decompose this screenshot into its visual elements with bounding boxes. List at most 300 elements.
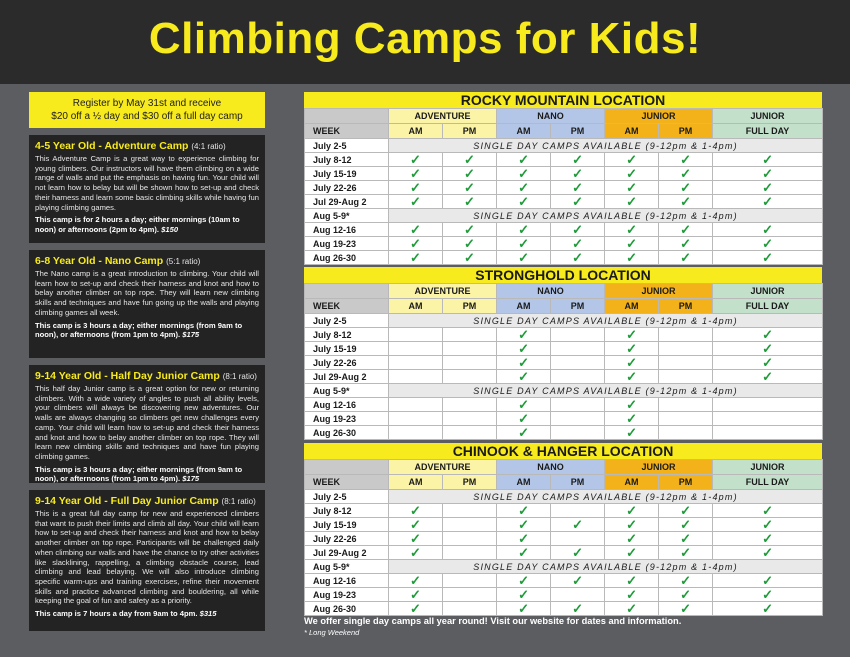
table-row — [305, 490, 823, 504]
schedule-cell — [551, 328, 605, 342]
check-icon: ✓ — [626, 530, 637, 546]
check-icon: ✓ — [410, 586, 421, 602]
check-icon: ✓ — [762, 572, 773, 588]
single-day-note: SINGLE DAY CAMPS AVAILABLE (9-12pm & 1-4pm) — [389, 384, 823, 398]
schedule-cell — [551, 504, 605, 518]
check-icon: ✓ — [572, 249, 583, 265]
check-icon: ✓ — [626, 600, 637, 616]
schedule-cell — [551, 237, 605, 251]
schedule-cell — [605, 504, 659, 518]
schedule-cell — [389, 356, 443, 370]
check-icon: ✓ — [518, 530, 529, 546]
camp-description: This Adventure Camp is a great way to experience climbing for young climbers. Our instructors will have them climbing on a wide range of walls and put the emphasis on having fun. Your child will not learn how to belay but will be shown how to set-up and check their harness and learn some basic climbing skills while having fun playing climbing games. — [35, 154, 259, 212]
check-icon: ✓ — [762, 221, 773, 237]
schedule-cell — [605, 426, 659, 440]
schedule-cell — [551, 223, 605, 237]
camp-note: This camp is for 2 hours a day; either mornings (10am to noon) or afternoons (2pm to 4pm). $150 — [35, 215, 240, 234]
camp-heading: 4-5 Year Old - Adventure Camp (4:1 ratio) — [35, 140, 226, 152]
schedule-cell — [443, 181, 497, 195]
week-label: Aug 12-16 — [305, 223, 389, 237]
check-icon: ✓ — [518, 586, 529, 602]
long-weekend-note: * Long Weekend — [304, 628, 360, 637]
schedule-cell — [659, 426, 713, 440]
check-icon: ✓ — [518, 424, 529, 440]
check-icon: ✓ — [762, 326, 773, 342]
schedule-cell — [659, 370, 713, 384]
header-am: AM — [389, 124, 443, 139]
check-icon: ✓ — [572, 516, 583, 532]
check-icon: ✓ — [762, 165, 773, 181]
check-icon: ✓ — [762, 544, 773, 560]
single-day-note: SINGLE DAY CAMPS AVAILABLE (9-12pm & 1-4pm) — [389, 560, 823, 574]
schedule-cell — [443, 251, 497, 265]
schedule-cell — [713, 588, 823, 602]
schedule-cell — [551, 398, 605, 412]
week-label: Aug 12-16 — [305, 398, 389, 412]
camp-heading: 9-14 Year Old - Half Day Junior Camp (8:1 ratio) — [35, 370, 257, 382]
schedule-cell — [443, 588, 497, 602]
header-junior: JUNIOR — [605, 109, 713, 124]
camp-heading: 6-8 Year Old - Nano Camp (5:1 ratio) — [35, 255, 201, 267]
check-icon: ✓ — [572, 221, 583, 237]
check-icon: ✓ — [626, 340, 637, 356]
check-icon: ✓ — [410, 193, 421, 209]
schedule-cell — [389, 546, 443, 560]
schedule-cell — [389, 398, 443, 412]
location-table — [304, 267, 822, 440]
schedule-cell — [659, 398, 713, 412]
check-icon: ✓ — [626, 502, 637, 518]
check-icon: ✓ — [680, 249, 691, 265]
check-icon: ✓ — [572, 179, 583, 195]
check-icon: ✓ — [680, 165, 691, 181]
check-icon: ✓ — [626, 249, 637, 265]
schedule-cell — [605, 412, 659, 426]
header-junior: JUNIOR — [605, 460, 713, 475]
schedule-cell — [551, 370, 605, 384]
camp-price: $175 — [182, 474, 200, 484]
header-adventure: ADVENTURE — [389, 109, 497, 124]
check-icon: ✓ — [410, 530, 421, 546]
check-icon: ✓ — [410, 249, 421, 265]
check-icon: ✓ — [518, 326, 529, 342]
header-nano: NANO — [497, 284, 605, 299]
check-icon: ✓ — [762, 193, 773, 209]
week-label: Aug 19-23 — [305, 588, 389, 602]
check-icon: ✓ — [518, 193, 529, 209]
check-icon: ✓ — [762, 249, 773, 265]
schedule-cell — [605, 328, 659, 342]
schedule-cell — [605, 237, 659, 251]
schedule-cell — [497, 518, 551, 532]
schedule-cell — [605, 251, 659, 265]
schedule-cell — [443, 518, 497, 532]
check-icon: ✓ — [762, 354, 773, 370]
header-row-programs — [305, 284, 823, 299]
check-icon: ✓ — [410, 502, 421, 518]
camp-ratio: (8:1 ratio) — [222, 372, 257, 381]
schedule-cell — [605, 153, 659, 167]
check-icon: ✓ — [762, 340, 773, 356]
schedule-cell — [497, 426, 551, 440]
header-adventure: ADVENTURE — [389, 284, 497, 299]
check-icon: ✓ — [464, 165, 475, 181]
check-icon: ✓ — [626, 235, 637, 251]
footer-note: We offer single day camps all year round! Visit our website for dates and information. — [304, 616, 682, 626]
table-row — [305, 518, 823, 532]
camp-ratio: (5:1 ratio) — [166, 257, 201, 266]
week-label: July 15-19 — [305, 342, 389, 356]
schedule-cell — [551, 546, 605, 560]
schedule-cell — [605, 195, 659, 209]
header-pm: PM — [659, 299, 713, 314]
check-icon: ✓ — [626, 354, 637, 370]
check-icon: ✓ — [680, 151, 691, 167]
camp-heading: 9-14 Year Old - Full Day Junior Camp (8:1 ratio) — [35, 495, 256, 507]
schedule-cell — [443, 237, 497, 251]
check-icon: ✓ — [626, 193, 637, 209]
camp-card-nano — [29, 250, 265, 358]
schedule-cell — [713, 195, 823, 209]
table-row — [305, 181, 823, 195]
camp-note: This camp is 7 hours a day from 9am to 4pm. $315 — [35, 609, 217, 619]
camp-ratio: (4:1 ratio) — [191, 142, 226, 151]
week-label: July 22-26 — [305, 356, 389, 370]
schedule-cell — [551, 153, 605, 167]
header-nano: NANO — [497, 109, 605, 124]
check-icon: ✓ — [572, 165, 583, 181]
schedule-cell — [659, 195, 713, 209]
week-label: Aug 26-30 — [305, 602, 389, 616]
schedule-cell — [605, 546, 659, 560]
schedule-cell — [497, 328, 551, 342]
check-icon: ✓ — [626, 151, 637, 167]
check-icon: ✓ — [464, 235, 475, 251]
check-icon: ✓ — [626, 368, 637, 384]
schedule-cell — [659, 181, 713, 195]
schedule-cell — [713, 356, 823, 370]
schedule-cell — [389, 328, 443, 342]
check-icon: ✓ — [680, 572, 691, 588]
schedule-cell — [443, 504, 497, 518]
camp-note: This camp is 3 hours a day; either mornings (from 9am to noon), or afternoons (from 1pm to 4pm). $175 — [35, 464, 243, 484]
header-am: AM — [605, 299, 659, 314]
schedule-cell — [713, 398, 823, 412]
check-icon: ✓ — [680, 600, 691, 616]
schedule-cell — [551, 251, 605, 265]
header-full-day: FULL DAY — [713, 299, 823, 314]
check-icon: ✓ — [518, 572, 529, 588]
single-day-note: SINGLE DAY CAMPS AVAILABLE (9-12pm & 1-4pm) — [389, 209, 823, 223]
check-icon: ✓ — [464, 193, 475, 209]
table-row — [305, 356, 823, 370]
schedule-cell — [443, 195, 497, 209]
schedule-cell — [713, 426, 823, 440]
header-pm: PM — [551, 299, 605, 314]
week-label: Jul 29-Aug 2 — [305, 195, 389, 209]
schedule-cell — [605, 602, 659, 616]
table-row — [305, 588, 823, 602]
check-icon: ✓ — [464, 249, 475, 265]
header-week: WEEK — [305, 475, 389, 490]
check-icon: ✓ — [626, 221, 637, 237]
week-label: July 2-5 — [305, 139, 389, 153]
schedule-cell — [659, 167, 713, 181]
schedule-cell — [497, 370, 551, 384]
schedule-cell — [605, 588, 659, 602]
schedule-cell — [497, 398, 551, 412]
schedule-cell — [551, 532, 605, 546]
table-row — [305, 195, 823, 209]
schedule-cell — [389, 251, 443, 265]
check-icon: ✓ — [680, 193, 691, 209]
table-row — [305, 384, 823, 398]
header-junior-full: JUNIOR — [713, 109, 823, 124]
check-icon: ✓ — [518, 221, 529, 237]
camp-description: This half day Junior camp is a great option for new or returning climbers. With a wide variety of angles to push all ability levels, your climbers will always be discovering new adventures. Our walls are always changing so climbers get new challenges every camp. Your child will learn how to set-up and check their harness and knot and how to belay another climber on top rope. They will learn new climbing skills and techniques and have fun playing climbing games. — [35, 384, 259, 461]
schedule-cell — [605, 181, 659, 195]
schedule-cell — [389, 518, 443, 532]
schedule-cell — [713, 223, 823, 237]
schedule-cell — [497, 588, 551, 602]
schedule-cell — [713, 181, 823, 195]
camp-price: $150 — [161, 224, 179, 234]
check-icon: ✓ — [680, 530, 691, 546]
schedule-cell — [443, 574, 497, 588]
single-day-note: SINGLE DAY CAMPS AVAILABLE (9-12pm & 1-4pm) — [389, 490, 823, 504]
schedule-cell — [443, 602, 497, 616]
schedule-cell — [389, 574, 443, 588]
schedule-cell — [713, 518, 823, 532]
camp-price: $175 — [182, 330, 200, 340]
schedule-cell — [389, 412, 443, 426]
schedule-cell — [659, 412, 713, 426]
check-icon: ✓ — [680, 586, 691, 602]
header-blank — [305, 460, 389, 475]
table-row — [305, 342, 823, 356]
week-label: Jul 29-Aug 2 — [305, 370, 389, 384]
schedule-cell — [659, 342, 713, 356]
table-row — [305, 574, 823, 588]
check-icon: ✓ — [680, 544, 691, 560]
header-pm: PM — [659, 475, 713, 490]
week-label: Aug 5-9* — [305, 209, 389, 223]
header-week: WEEK — [305, 299, 389, 314]
schedule-grid — [304, 283, 823, 440]
schedule-cell — [713, 342, 823, 356]
check-icon: ✓ — [626, 410, 637, 426]
check-icon: ✓ — [626, 396, 637, 412]
schedule-cell — [497, 195, 551, 209]
location-title: STRONGHOLD LOCATION — [304, 267, 822, 283]
schedule-cell — [497, 153, 551, 167]
schedule-cell — [497, 532, 551, 546]
schedule-cell — [389, 532, 443, 546]
schedule-cell — [713, 532, 823, 546]
camp-card-full-day-junior — [29, 490, 265, 631]
schedule-cell — [659, 546, 713, 560]
check-icon: ✓ — [410, 572, 421, 588]
schedule-cell — [443, 532, 497, 546]
schedule-cell — [659, 602, 713, 616]
header-pm: PM — [659, 124, 713, 139]
table-row — [305, 602, 823, 616]
check-icon: ✓ — [680, 235, 691, 251]
week-label: Aug 26-30 — [305, 251, 389, 265]
schedule-cell — [713, 412, 823, 426]
schedule-cell — [551, 588, 605, 602]
schedule-cell — [389, 223, 443, 237]
check-icon: ✓ — [410, 235, 421, 251]
schedule-cell — [605, 532, 659, 546]
check-icon: ✓ — [572, 572, 583, 588]
schedule-cell — [551, 195, 605, 209]
check-icon: ✓ — [518, 151, 529, 167]
schedule-cell — [497, 181, 551, 195]
promo-banner — [29, 92, 265, 128]
check-icon: ✓ — [680, 221, 691, 237]
check-icon: ✓ — [518, 396, 529, 412]
schedule-cell — [605, 574, 659, 588]
schedule-cell — [713, 153, 823, 167]
schedule-cell — [443, 370, 497, 384]
check-icon: ✓ — [626, 544, 637, 560]
week-label: Aug 19-23 — [305, 412, 389, 426]
check-icon: ✓ — [680, 516, 691, 532]
schedule-cell — [713, 167, 823, 181]
single-day-note: SINGLE DAY CAMPS AVAILABLE (9-12pm & 1-4pm) — [389, 314, 823, 328]
header-row-programs — [305, 460, 823, 475]
header-am: AM — [605, 475, 659, 490]
camp-note: This camp is 3 hours a day; either mornings (from 9am to noon), or afternoons (from 1pm to 4pm). $175 — [35, 320, 243, 340]
schedule-cell — [659, 356, 713, 370]
header-junior-full: JUNIOR — [713, 284, 823, 299]
camp-card-adventure — [29, 135, 265, 243]
schedule-cell — [443, 167, 497, 181]
schedule-cell — [605, 398, 659, 412]
header-pm: PM — [443, 124, 497, 139]
schedule-cell — [389, 370, 443, 384]
schedule-cell — [551, 342, 605, 356]
single-day-note: SINGLE DAY CAMPS AVAILABLE (9-12pm & 1-4pm) — [389, 139, 823, 153]
schedule-cell — [443, 412, 497, 426]
check-icon: ✓ — [410, 600, 421, 616]
schedule-cell — [443, 342, 497, 356]
week-label: July 22-26 — [305, 181, 389, 195]
schedule-cell — [713, 546, 823, 560]
promo-line-1: Register by May 31st and receive — [72, 98, 222, 109]
schedule-cell — [713, 370, 823, 384]
check-icon: ✓ — [762, 502, 773, 518]
week-label: July 22-26 — [305, 532, 389, 546]
header-nano: NANO — [497, 460, 605, 475]
check-icon: ✓ — [410, 179, 421, 195]
check-icon: ✓ — [572, 193, 583, 209]
schedule-cell — [659, 518, 713, 532]
table-row — [305, 209, 823, 223]
check-icon: ✓ — [626, 424, 637, 440]
schedule-cell — [389, 181, 443, 195]
check-icon: ✓ — [762, 600, 773, 616]
table-row — [305, 251, 823, 265]
check-icon: ✓ — [626, 165, 637, 181]
schedule-cell — [443, 153, 497, 167]
location-title: ROCKY MOUNTAIN LOCATION — [304, 92, 822, 108]
camp-price: $315 — [199, 609, 217, 619]
week-label: Aug 5-9* — [305, 560, 389, 574]
table-row — [305, 532, 823, 546]
header-junior-full: JUNIOR — [713, 460, 823, 475]
table-row — [305, 546, 823, 560]
header-row-programs — [305, 109, 823, 124]
schedule-cell — [497, 237, 551, 251]
schedule-cell — [659, 251, 713, 265]
header-pm: PM — [551, 124, 605, 139]
check-icon: ✓ — [572, 600, 583, 616]
schedule-cell — [605, 518, 659, 532]
table-row — [305, 314, 823, 328]
check-icon: ✓ — [572, 151, 583, 167]
check-icon: ✓ — [572, 235, 583, 251]
location-table — [304, 92, 822, 265]
week-label: Jul 29-Aug 2 — [305, 546, 389, 560]
table-row — [305, 412, 823, 426]
check-icon: ✓ — [626, 179, 637, 195]
check-icon: ✓ — [626, 586, 637, 602]
schedule-cell — [443, 546, 497, 560]
schedule-cell — [659, 532, 713, 546]
check-icon: ✓ — [518, 502, 529, 518]
check-icon: ✓ — [410, 544, 421, 560]
check-icon: ✓ — [518, 165, 529, 181]
check-icon: ✓ — [762, 179, 773, 195]
table-row — [305, 370, 823, 384]
header-pm: PM — [443, 475, 497, 490]
schedule-cell — [497, 546, 551, 560]
schedule-cell — [497, 574, 551, 588]
check-icon: ✓ — [518, 516, 529, 532]
schedule-cell — [551, 602, 605, 616]
schedule-cell — [659, 223, 713, 237]
camp-card-half-day-junior — [29, 365, 265, 483]
schedule-cell — [443, 426, 497, 440]
header-full-day: FULL DAY — [713, 475, 823, 490]
schedule-cell — [605, 342, 659, 356]
table-row — [305, 328, 823, 342]
schedule-cell — [389, 195, 443, 209]
check-icon: ✓ — [518, 544, 529, 560]
schedule-cell — [551, 167, 605, 181]
header-week: WEEK — [305, 124, 389, 139]
check-icon: ✓ — [518, 235, 529, 251]
schedule-cell — [551, 574, 605, 588]
week-label: July 8-12 — [305, 153, 389, 167]
check-icon: ✓ — [464, 179, 475, 195]
header-row-sessions — [305, 475, 823, 490]
schedule-cell — [443, 398, 497, 412]
table-row — [305, 223, 823, 237]
schedule-cell — [497, 167, 551, 181]
header-full-day: FULL DAY — [713, 124, 823, 139]
schedule-cell — [389, 237, 443, 251]
schedule-cell — [389, 153, 443, 167]
table-row — [305, 560, 823, 574]
header-pm: PM — [443, 299, 497, 314]
schedule-cell — [713, 328, 823, 342]
check-icon: ✓ — [518, 368, 529, 384]
table-row — [305, 398, 823, 412]
schedule-cell — [389, 602, 443, 616]
